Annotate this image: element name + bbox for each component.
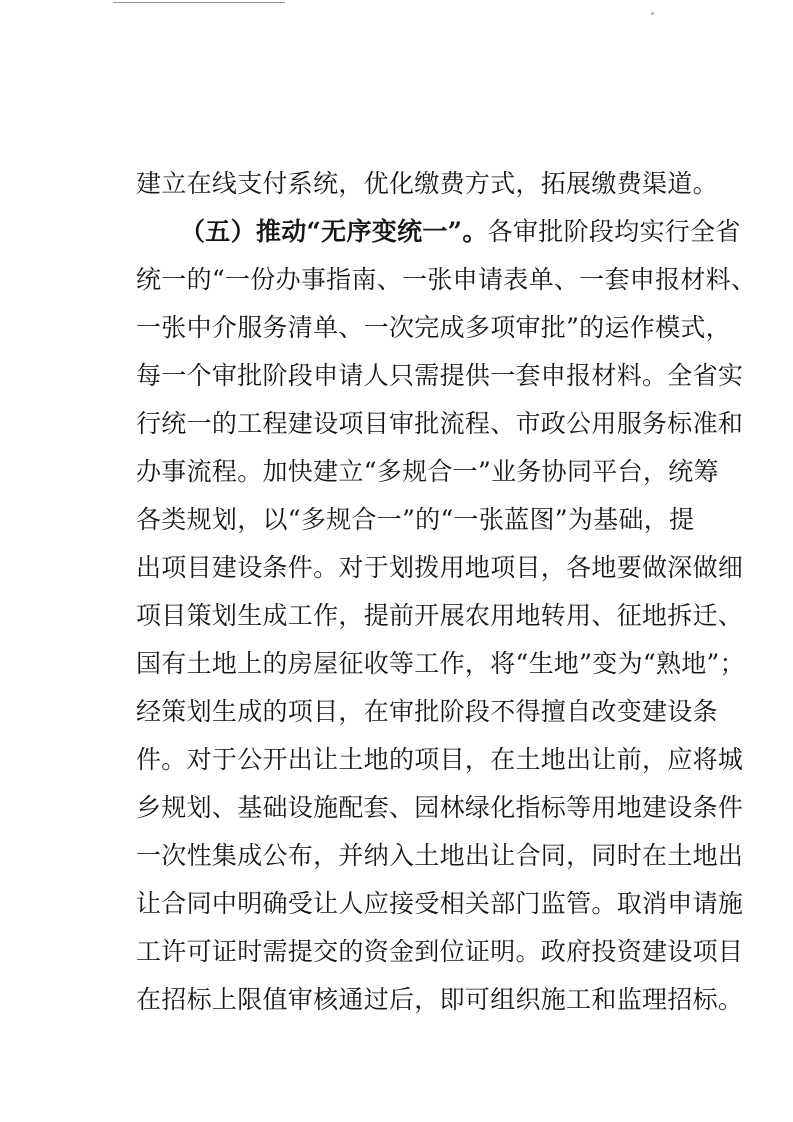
- paragraph-line: 每一个审批阶段申请人只需提供一套申报材料。全省实: [136, 361, 744, 390]
- paragraph-line: 让合同中明确受让人应接受相关部门监管。取消申请施: [136, 889, 744, 918]
- paragraph-line: 经策划生成的项目，在审批阶段不得擅自改变建设条: [136, 697, 718, 726]
- paragraph-line: 在招标上限值审核通过后，即可组织施工和监理招标。: [136, 985, 744, 1014]
- paragraph-line: 出项目建设条件。对于划拨用地项目，各地要做深做细: [136, 553, 744, 582]
- section-heading: （五）推动“无序变统一”。: [180, 217, 488, 246]
- paragraph-line: 一次性集成公布，并纳入土地出让合同，同时在土地出: [136, 841, 744, 870]
- paragraph-line: 工许可证时需提交的资金到位证明。政府投资建设项目: [136, 937, 744, 966]
- section-first-line-text: 各审批阶段均实行全省: [487, 217, 741, 246]
- paragraph-line: 建立在线支付系统，优化缴费方式，拓展缴费渠道。: [136, 169, 718, 198]
- paragraph-line: 一张中介服务清单、一次完成多项审批”的运作模式，: [136, 313, 731, 342]
- paragraph-line: 项目策划生成工作，提前开展农用地转用、征地拆迁、: [136, 601, 744, 630]
- section-first-line: [180, 215, 741, 249]
- paragraph-line: 行统一的工程建设项目审批流程、市政公用服务标准和: [136, 409, 744, 438]
- top-rule: [113, 2, 285, 3]
- scan-speck: [651, 12, 654, 15]
- paragraph-line: 各类规划，以“多规合一”的“一张蓝图”为基础，提: [136, 505, 695, 534]
- paragraph-line: 乡规划、基础设施配套、园林绿化指标等用地建设条件: [136, 793, 744, 822]
- paragraph-line: 统一的“一份办事指南、一张申请表单、一套申报材料、: [136, 265, 757, 294]
- paragraph-line: 国有土地上的房屋征收等工作，将“生地”变为“熟地”；: [136, 649, 745, 678]
- paragraph-line: 办事流程。加快建立“多规合一”业务协同平台，统筹: [136, 457, 719, 486]
- paragraph-line: 件。对于公开出让土地的项目，在土地出让前，应将城: [136, 745, 744, 774]
